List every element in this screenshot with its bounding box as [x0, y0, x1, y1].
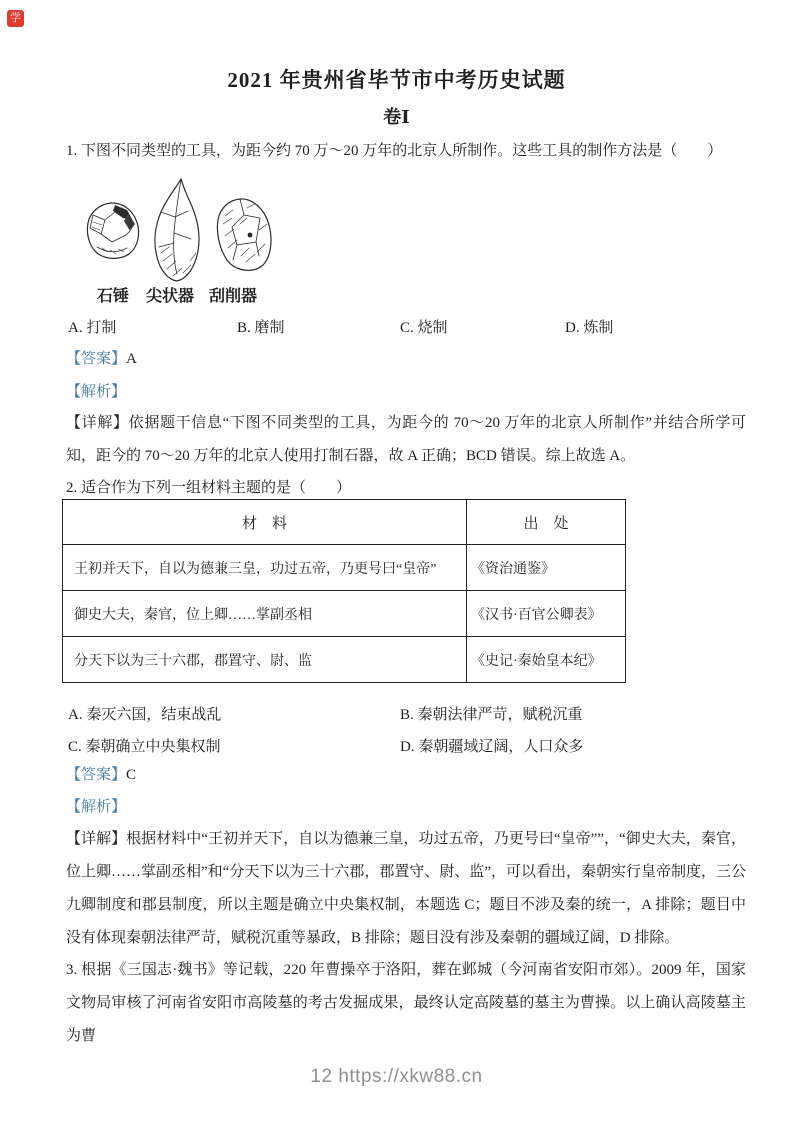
table-row	[63, 637, 626, 683]
section-heading: 卷Ⅰ	[383, 107, 410, 127]
figure-label-pointed-tool: 尖状器	[146, 288, 195, 305]
q1-option-b: B. 磨制	[237, 320, 285, 336]
figure-label-stone-hammer: 石锤	[97, 288, 130, 305]
table-cell-material: 御史大夫，秦官，位上卿……掌副丞相	[63, 591, 467, 637]
figure-label-scraper: 刮削器	[209, 288, 258, 305]
stone-hammer-image	[84, 200, 142, 260]
q2-option-c: C. 秦朝确立中央集权制	[68, 739, 221, 755]
q2-answer-line	[66, 759, 746, 792]
table-row	[63, 591, 626, 637]
page-title: 2021 年贵州省毕节市中考历史试题	[227, 68, 566, 92]
q2-analysis-label: 【解析】	[66, 799, 127, 815]
table-cell-source: 《资治通鉴》	[467, 545, 626, 591]
q2-answer-value: C	[126, 767, 137, 783]
q2-detail-paragraph: 【详解】根据材料中“王初并天下，自以为德兼三皇，功过五帝，乃更号曰“皇帝””，“御史大夫，秦官，位上卿……掌副丞相”和“分天下以为三十六郡，郡置守、尉、监”，可以看出，秦朝实行皇帝制度，三公九卿制度和郡县制度，所以主题是确立中央集权制，本题选 C；题目不涉及秦的统一，A 排除；题目中没有体现秦朝法律严苛，赋税沉重等暴政，B 排除；题目没有涉及秦朝的疆域辽阔，D 排除。	[66, 831, 746, 946]
q1-option-a: A. 打制	[68, 320, 117, 336]
question-3-stem: 3. 根据《三国志·魏书》等记载，220 年曹操卒于洛阳，葬在邺城（今河南省安阳市郊）。2009 年，国家文物局审核了河南省安阳市高陵墓的考古发掘成果，最终认定高陵墓的墓主为曹操。以上确认高陵墓主为曹	[66, 962, 746, 1044]
table-header-source: 出 处	[467, 500, 626, 545]
q1-analysis-label: 【解析】	[66, 384, 127, 400]
q2-option-a: A. 秦灭六国，结束战乱	[68, 707, 222, 723]
table-cell-source: 《史记·秦始皇本纪》	[467, 637, 626, 683]
question-1-stem: 1. 下图不同类型的工具，为距今约 70 万～20 万年的北京人所制作。这些工具的制作方法是（ ）	[66, 143, 723, 159]
page-footer: 12 https://xkw88.cn	[310, 1066, 483, 1087]
q2-analysis-label-line	[66, 791, 746, 824]
q1-option-d: D. 炼制	[565, 320, 614, 336]
q2-material-table	[62, 499, 626, 683]
q1-answer-line	[66, 343, 746, 376]
q2-option-b: B. 秦朝法律严苛，赋税沉重	[400, 707, 583, 723]
q1-answer-label: 【答案】	[66, 351, 127, 367]
table-cell-source: 《汉书·百官公卿表》	[467, 591, 626, 637]
q2-option-d: D. 秦朝疆域辽阔，人口众多	[400, 739, 584, 755]
question-2-stem: 2. 适合作为下列一组材料主题的是（ ）	[66, 480, 352, 496]
scraper-image	[213, 196, 275, 275]
pointed-tool-image	[150, 177, 206, 283]
table-cell-material: 王初并天下，自以为德兼三皇，功过五帝，乃更号曰“皇帝”	[63, 545, 467, 591]
q1-detail-paragraph: 【详解】依据题干信息“下图不同类型的工具，为距今的 70～20 万年的北京人所制作”并结合所学可知，距今的 70～20 万年的北京人使用打制石器，故 A 正确；BCD 错误。综上故选 A。	[66, 415, 746, 464]
q1-option-c: C. 烧制	[400, 320, 448, 336]
table-header-material: 材 料	[63, 500, 467, 545]
q1-analysis-label-line	[66, 376, 746, 409]
xkw-logo-icon	[7, 10, 24, 27]
q1-answer-value: A	[126, 351, 137, 367]
table-header-row	[63, 500, 626, 545]
table-cell-material: 分天下以为三十六郡，郡置守、尉、监	[63, 637, 467, 683]
xkw-logo-glyph: 学	[10, 12, 21, 24]
q2-answer-label: 【答案】	[66, 767, 127, 783]
table-row	[63, 545, 626, 591]
